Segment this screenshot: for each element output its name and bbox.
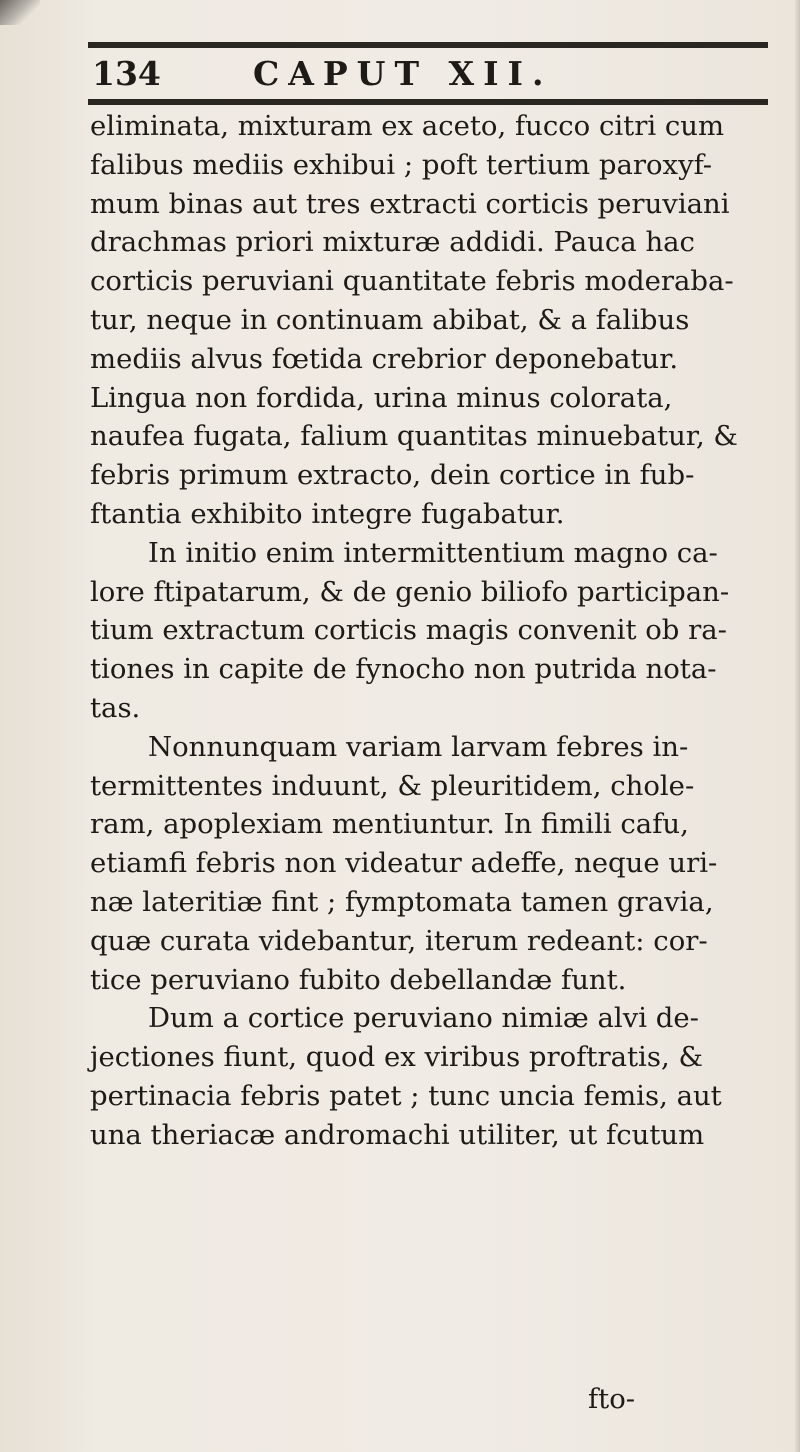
text-line: ftantia exhibito integre fugabatur. xyxy=(90,497,565,530)
text-line: næ lateritiæ fint ; fymptomata tamen gravia, xyxy=(90,885,714,918)
text-line: pertinacia febris patet ; tunc uncia femis, aut xyxy=(90,1079,722,1112)
page-header xyxy=(88,52,768,96)
catchword: fto- xyxy=(588,1383,636,1415)
text-line: eliminata, mixturam ex aceto, fucco citri cum xyxy=(90,110,725,142)
text-line: corticis peruviani quantitate febris moderaba- xyxy=(90,265,734,298)
page-number: 134 xyxy=(92,54,161,93)
text-line: falibus mediis exhibui ; poft tertium paroxyf- xyxy=(90,148,713,181)
body-text xyxy=(90,107,780,1155)
text-line: etiamfi febris non videatur adeffe, neque uri- xyxy=(90,847,718,880)
paragraph-start-line: Nonnunquam variam larvam febres in- xyxy=(148,730,689,763)
header-rule-bottom xyxy=(88,99,768,105)
text-line: mediis alvus fœtida crebrior deponebatur. xyxy=(90,342,679,375)
page-edge-shadow xyxy=(794,0,800,1452)
text-line: tium extractum corticis magis convenit ob ra- xyxy=(90,614,727,647)
text-line: una theriacæ andromachi utiliter, ut fcutum xyxy=(90,1118,705,1151)
text-line: drachmas priori mixturæ addidi. Pauca hac xyxy=(90,226,695,259)
text-line: mum binas aut tres extracti corticis peruviani xyxy=(90,187,730,220)
text-line: tur, neque in continuam abibat, & a falibus xyxy=(90,303,690,336)
text-line: tas. xyxy=(90,691,141,724)
paragraph-start-line: In initio enim intermittentium magno ca- xyxy=(148,536,718,569)
text-line: ram, apoplexiam mentiuntur. In fimili cafu, xyxy=(90,808,689,841)
text-line: febris primum extracto, dein cortice in fub- xyxy=(90,459,695,492)
text-line: tice peruviano fubito debellandæ funt. xyxy=(90,963,627,996)
page-corner-shadow xyxy=(0,0,40,25)
text-line: naufea fugata, falium quantitas minuebatur, & xyxy=(90,420,738,453)
text-line: Lingua non fordida, urina minus colorata, xyxy=(90,381,673,414)
text-line: lore ftipatarum, & de genio biliofo participan- xyxy=(90,575,730,608)
text-line: tiones in capite de fynocho non putrida nota- xyxy=(90,653,717,686)
text-line: termittentes induunt, & pleuritidem, chole- xyxy=(90,769,695,802)
running-head: CAPUT XII. xyxy=(253,54,553,93)
text-line: quæ curata videbantur, iterum redeant: cor- xyxy=(90,924,708,957)
text-line: jectiones fiunt, quod ex viribus proftratis, & xyxy=(90,1041,703,1074)
header-rule-top xyxy=(88,42,768,48)
paragraph-start-line: Dum a cortice peruviano nimiæ alvi de- xyxy=(148,1002,699,1035)
